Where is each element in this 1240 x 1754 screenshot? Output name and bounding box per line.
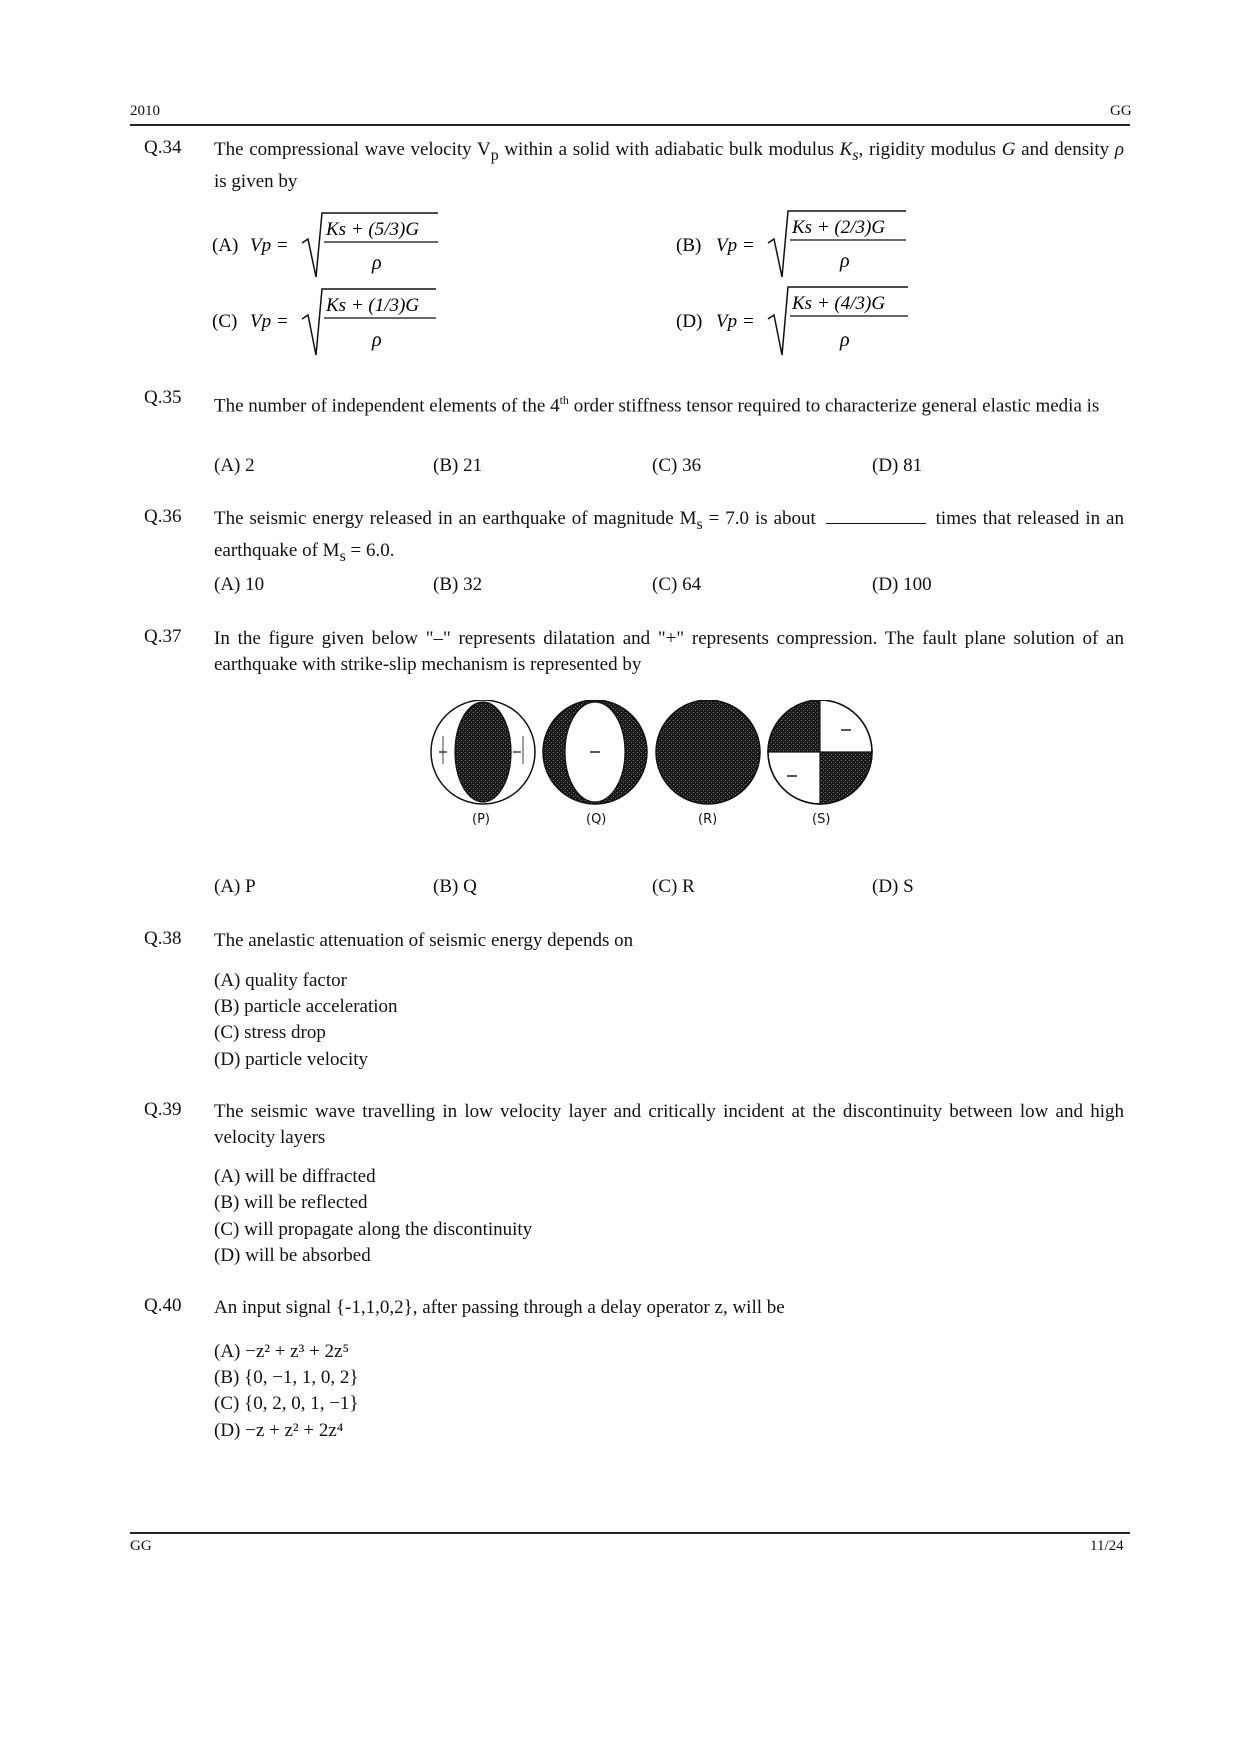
q40-option-b[interactable]: (B) {0, −1, 1, 0, 2} xyxy=(214,1367,359,1388)
q37-option-a[interactable]: (A) P xyxy=(214,876,256,897)
q34-option-a-denominator: ρ xyxy=(372,252,382,274)
q38-option-d[interactable]: (D) particle velocity xyxy=(214,1049,369,1070)
q34-option-d[interactable] xyxy=(676,287,908,355)
q34-option-d-numerator: Ks + (4/3)G xyxy=(792,293,886,314)
q34-option-d-label: (D) xyxy=(676,311,703,332)
q34-option-c-numerator: Ks + (1/3)G xyxy=(326,295,420,316)
q35-option-c[interactable]: (C) 36 xyxy=(652,455,702,476)
q34-option-b[interactable] xyxy=(676,211,906,277)
q35-text: The number of independent elements of the 4th order stiffness tensor required to characterize general elastic media is xyxy=(214,393,1100,417)
q39-option-d[interactable]: (D) will be absorbed xyxy=(214,1245,371,1266)
q39-text: The seismic wave travelling in low velocity layer and critically incident at the discontinuity between low and high velocity layers xyxy=(214,1101,1124,1148)
q37-figure-label-q: (Q) xyxy=(586,812,607,827)
q34-option-c-label: (C) xyxy=(212,311,238,332)
q35-number: Q.35 xyxy=(144,387,182,408)
q37-figure-label-p: (P) xyxy=(472,812,490,827)
q34-option-a-label: (A) xyxy=(212,235,239,256)
footer-paper-code: GG xyxy=(130,1538,152,1554)
q40-option-c[interactable]: (C) {0, 2, 0, 1, −1} xyxy=(214,1393,359,1414)
q36-blank xyxy=(826,509,926,524)
q36-option-c[interactable]: (C) 64 xyxy=(652,574,702,595)
q34-text: The compressional wave velocity $V_p$ within a solid with adiabatic bulk modulus $K_s$, rigidity modulus G and density ρ is given by xyxy=(214,139,1124,192)
beachball-r xyxy=(656,700,760,804)
q34-option-d-lhs: Vp = xyxy=(716,311,755,332)
q38-number: Q.38 xyxy=(144,928,182,949)
q35-option-b[interactable]: (B) 21 xyxy=(433,455,483,476)
q35-option-a[interactable]: (A) 2 xyxy=(214,455,255,476)
q34-option-a-lhs: Vp = xyxy=(250,235,289,256)
q34-option-c-denominator: ρ xyxy=(372,329,382,351)
q37-option-d[interactable]: (D) S xyxy=(872,876,914,897)
q38-option-a[interactable]: (A) quality factor xyxy=(214,970,347,991)
q39-option-b[interactable]: (B) will be reflected xyxy=(214,1192,368,1213)
q37-option-b[interactable]: (B) Q xyxy=(433,876,477,897)
q34-option-b-denominator: ρ xyxy=(840,250,850,272)
q37-text: In the figure given below "–" represents dilatation and "+" represents compression. The fault plane solution of an earthquake with strike-slip mechanism is represented by xyxy=(214,628,1124,675)
q39-option-c[interactable]: (C) will propagate along the discontinuity xyxy=(214,1219,533,1240)
q38-option-b[interactable]: (B) particle acceleration xyxy=(214,996,398,1017)
q40-option-a[interactable]: (A) −z² + z³ + 2z⁵ xyxy=(214,1341,350,1362)
header-year: 2010 xyxy=(130,103,160,119)
q36-text: The seismic energy released in an earthquake of magnitude $M_s = 7.0$ is about times that released in an earthquake of $M_s = 6.0$. xyxy=(214,508,1124,565)
q34-option-d-denominator: ρ xyxy=(840,329,850,351)
q34-number: Q.34 xyxy=(144,137,182,158)
q37-option-c[interactable]: (C) R xyxy=(652,876,695,897)
q34-option-b-label: (B) xyxy=(676,235,702,256)
beachball-q xyxy=(543,700,647,804)
q34-option-c[interactable] xyxy=(212,289,436,355)
q34-option-a[interactable] xyxy=(212,213,438,277)
header-paper-code: GG xyxy=(1110,103,1132,119)
q34-option-a-numerator: Ks + (5/3)G xyxy=(326,219,420,240)
q39-option-a[interactable]: (A) will be diffracted xyxy=(214,1166,376,1187)
q40-number: Q.40 xyxy=(144,1295,182,1316)
q36-option-a[interactable]: (A) 10 xyxy=(214,574,265,595)
q38-option-c[interactable]: (C) stress drop xyxy=(214,1022,326,1043)
q34-formulas xyxy=(210,205,1150,365)
footer-page-number: 11/24 xyxy=(1090,1538,1124,1554)
q40-text: An input signal {-1,1,0,2}, after passing through a delay operator z, will be xyxy=(214,1297,785,1318)
q40-option-d[interactable]: (D) −z + z² + 2z⁴ xyxy=(214,1420,344,1441)
q36-number: Q.36 xyxy=(144,506,182,527)
q34-option-b-numerator: Ks + (2/3)G xyxy=(792,217,886,238)
footer-rule xyxy=(130,1532,1130,1534)
q35-option-d[interactable]: (D) 81 xyxy=(872,455,923,476)
q39-number: Q.39 xyxy=(144,1099,182,1120)
q38-text: The anelastic attenuation of seismic energy depends on xyxy=(214,930,634,951)
header-rule xyxy=(130,124,1130,126)
q37-figure-label-s: (S) xyxy=(812,812,831,827)
q36-option-b[interactable]: (B) 32 xyxy=(433,574,483,595)
q34-option-c-lhs: Vp = xyxy=(250,311,289,332)
q37-number: Q.37 xyxy=(144,626,182,647)
q34-option-b-lhs: Vp = xyxy=(716,235,755,256)
q37-figure-label-r: (R) xyxy=(698,812,718,827)
beachball-s xyxy=(768,700,872,804)
beachball-p xyxy=(431,700,535,804)
q36-option-d[interactable]: (D) 100 xyxy=(872,574,932,595)
